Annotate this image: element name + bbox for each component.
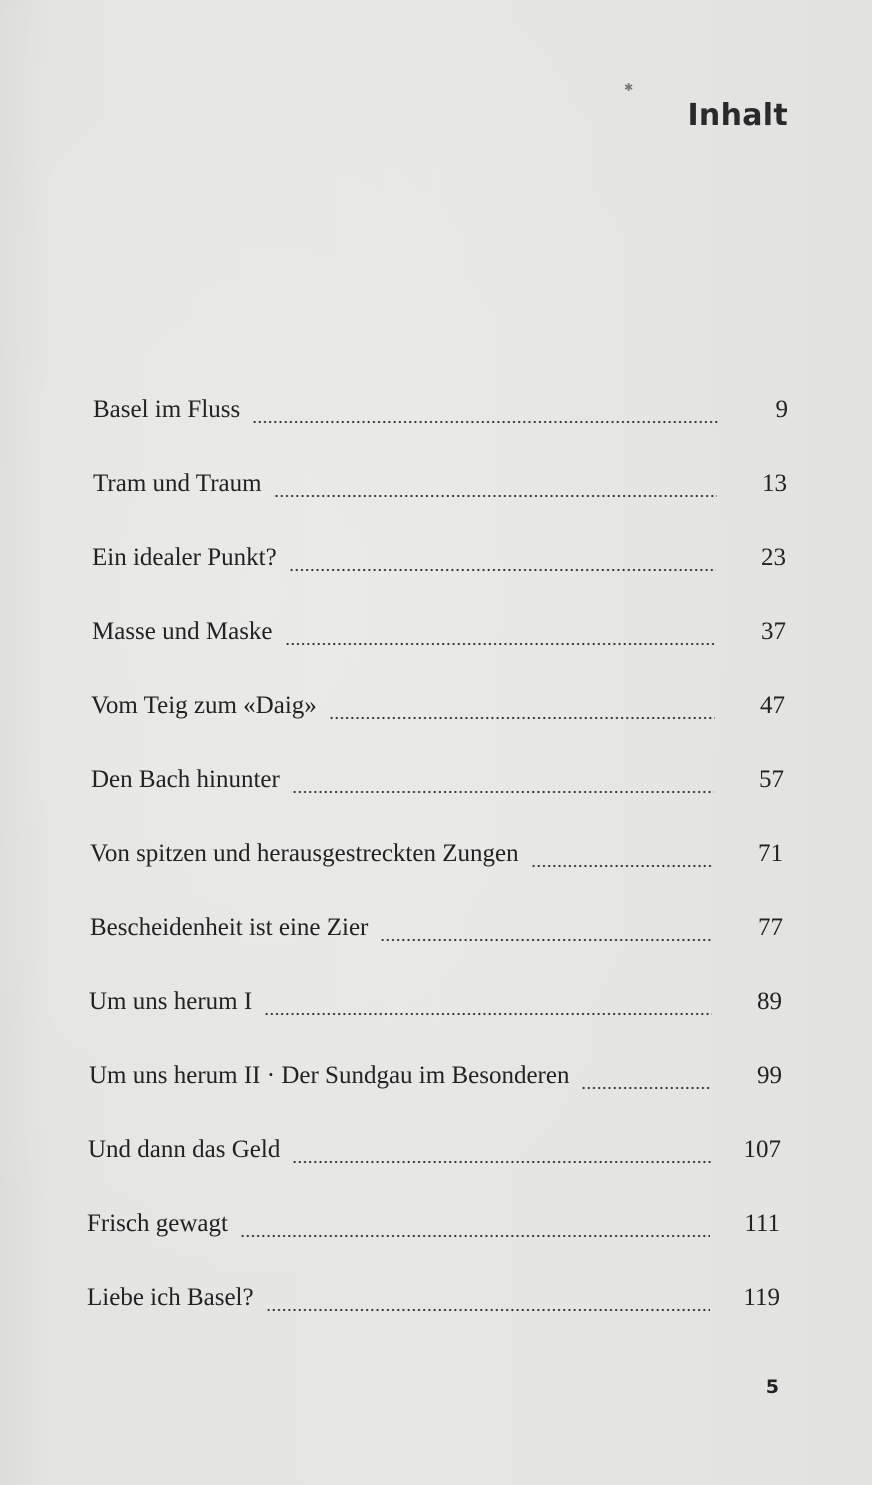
toc-entry [91,766,784,806]
toc-entry-title: Ein idealer Punkt? [92,544,277,571]
ink-speck-icon: ✱ [624,81,634,94]
dot-leader [581,1085,712,1091]
toc-entry-title: Vom Teig zum «Daig» [91,692,317,719]
toc-entry [90,914,783,954]
dot-leader [240,1233,710,1239]
toc-entry [90,840,783,880]
toc-entry-title: Und dann das Geld [88,1136,281,1163]
toc-entry [93,396,788,436]
toc-entry-page: 111 [744,1210,780,1237]
dot-leader [274,493,717,499]
toc-entry [91,692,785,732]
dot-leader [292,789,714,795]
toc-entry-page: 9 [775,396,788,423]
toc-entry [87,1284,780,1324]
toc-entry-page: 13 [762,470,787,497]
page-number: 5 [765,1376,779,1398]
toc-entry-page: 77 [758,914,783,941]
toc-entry-page: 71 [758,840,783,867]
toc-entry-page: 99 [757,1062,782,1089]
toc-entry-title: Um uns herum I [89,988,253,1015]
dot-leader [264,1011,712,1017]
dot-leader [531,863,713,869]
toc-entry-title: Bescheidenheit ist eine Zier [90,914,369,941]
toc-entry [92,618,786,658]
dot-leader [329,715,715,721]
toc-entry-title: Von spitzen und herausgestreckten Zungen [90,840,519,867]
dot-leader [292,1159,711,1165]
toc-entry-title: Um uns herum II · Der Sundgau im Besonderen [89,1062,570,1089]
dot-leader [289,567,716,573]
toc-entry-title: Tram und Traum [93,470,262,497]
toc-entry-title: Den Bach hinunter [91,766,280,793]
dot-leader [285,641,716,647]
dot-leader [380,937,713,943]
toc-entry [89,1062,782,1102]
toc-entry-page: 107 [743,1136,781,1163]
toc-entry-page: 23 [761,544,786,571]
toc-entry-title: Frisch gewagt [87,1210,228,1237]
dot-leader [252,419,718,425]
dot-leader [266,1307,710,1313]
toc-entry-page: 37 [761,618,786,645]
toc-entry [88,1136,781,1176]
toc-entry-page: 47 [760,692,785,719]
toc-entry [89,988,782,1028]
toc-entry-title: Liebe ich Basel? [87,1284,254,1311]
toc-entry-page: 57 [759,766,784,793]
toc-entry-title: Basel im Fluss [93,396,241,423]
toc-entry [93,470,787,510]
toc-entry-page: 119 [743,1284,780,1311]
page-title: Inhalt [687,98,788,133]
toc-entry [92,544,786,584]
toc-entry-title: Masse und Maske [92,618,273,645]
table-of-contents [0,396,872,1336]
toc-entry [87,1210,780,1250]
toc-entry-page: 89 [757,988,782,1015]
